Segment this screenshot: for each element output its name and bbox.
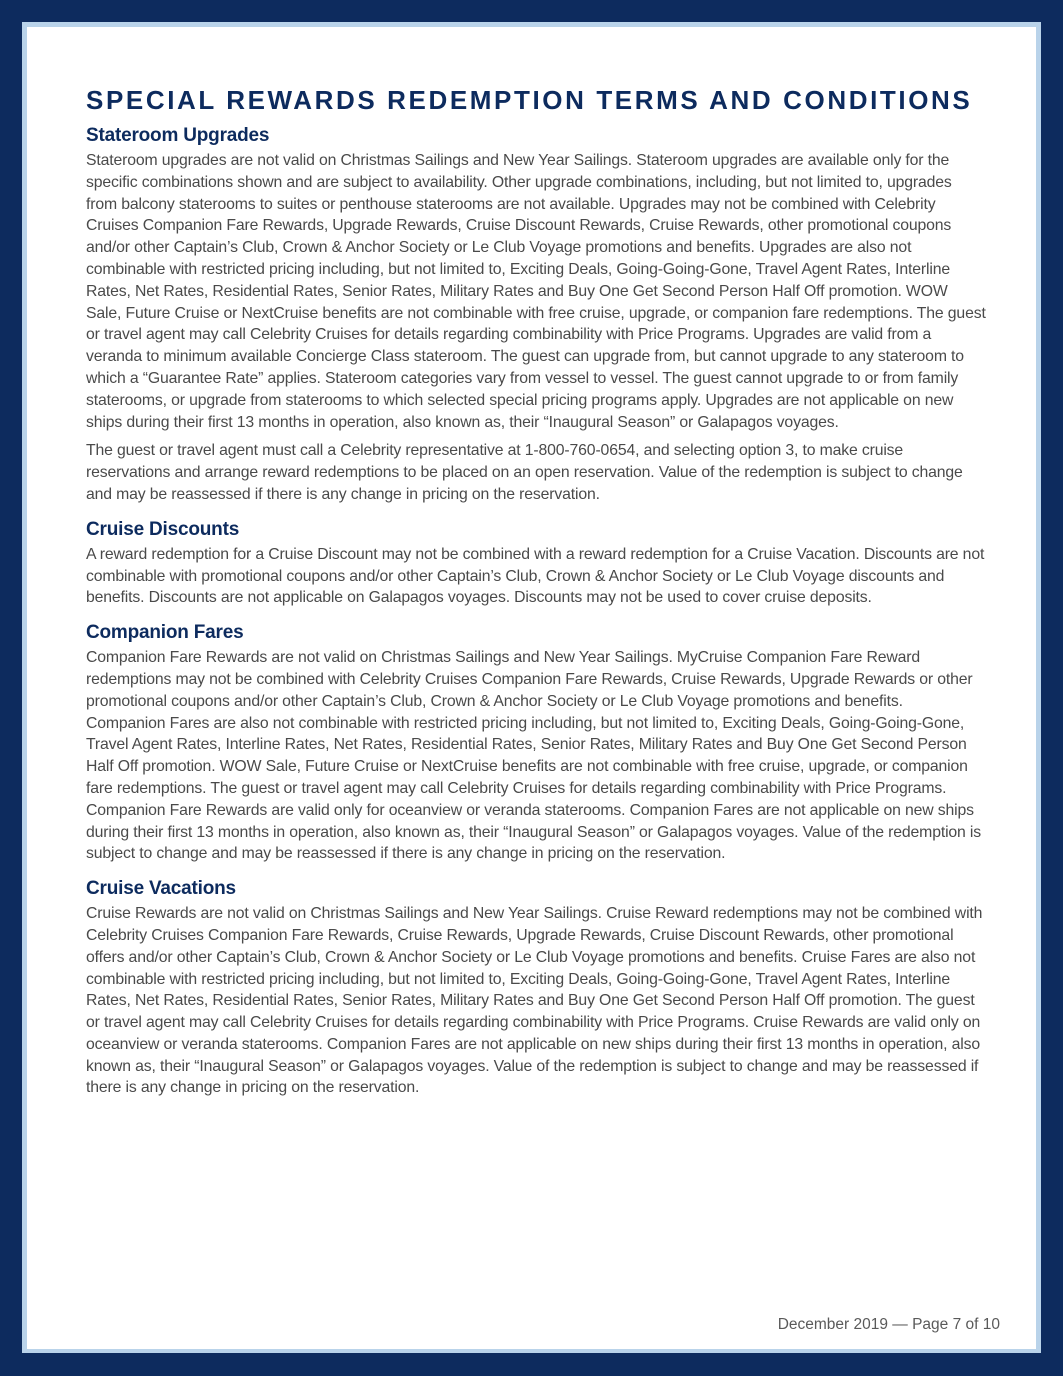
section-stateroom-upgrades xyxy=(86,125,986,506)
section-paragraph: A reward redemption for a Cruise Discount may not be combined with a reward redemption for a Cruise Vacation. Discounts are not combinable with promotional coupons and/or other Captain’s Club, Crown & Anchor Society or Le Club Voyage discounts and benefits. Discounts are not applicable on Galapagos voyages. Discounts may not be used to cover cruise deposits. xyxy=(86,545,985,607)
section-heading: Cruise Vacations xyxy=(86,878,236,900)
section-paragraph: Companion Fare Rewards are not valid on Christmas Sailings and New Year Sailings. MyCruise Companion Fare Reward redemptions may not be combined with Celebrity Cruises Companion Fare Rewards, Cruise Rewards, Upgrade Rewards or other promotional coupons and/or other Captain’s Club, Crown & Anchor Society or Le Club Voyage promotions and benefits. Companion Fares are also not combinable with restricted pricing including, but not limited to, Exciting Deals, Going-Going-Gone, Travel Agent Rates, Interline Rates, Net Rates, Residential Rates, Senior Rates, Military Rates and Buy One Get Second Person Half Off promotion. WOW Sale, Future Cruise or NextCruise benefits are not combinable with free cruise, upgrade, or companion fare redemptions. The guest or travel agent may call Celebrity Cruises for details regarding combinability with Price Programs. Companion Fare Rewards are valid only for oceanview or veranda staterooms. Companion Fares are not applicable on new ships during their first 13 months in operation, also known as, their “Inaugural Season” or Galapagos voyages. Value of the redemption is subject to change and may be reassessed if there is any change in pricing on the reservation. xyxy=(86,649,982,863)
section-heading: Stateroom Upgrades xyxy=(86,125,270,146)
section-paragraph: The guest or travel agent must call a Celebrity representative at 1-800-760-0654, and selecting option 3, to make cruise reservations and arrange reward redemptions to be placed on an open reservation. Value of the redemption is subject to change and may be reassessed if there is any change in pricing on the reservation. xyxy=(86,442,963,503)
page xyxy=(27,27,1036,1349)
section-heading: Cruise Discounts xyxy=(86,518,240,540)
section-paragraph: Stateroom upgrades are not valid on Christmas Sailings and New Year Sailings. Stateroom upgrades are available only for the specific combinations shown and are subject to availability. Other upgrade combinations, including, but not limited to, upgrades from balcony staterooms to suites or penthouse staterooms are not available. Upgrades may not be combined with Celebrity Cruises Companion Fare Rewards, Upgrade Rewards, Cruise Discount Rewards, Cruise Rewards, other promotional coupons and/or other Captain’s Club, Crown & Anchor Society or Le Club Voyage promotions and benefits. Upgrades are also not combinable with restricted pricing including, but not limited to, Exciting Deals, Going-Going-Gone, Travel Agent Rates, Interline Rates, Net Rates, Residential Rates, Senior Rates, Military Rates and Buy One Get Second Person Half Off promotion. WOW Sale, Future Cruise or NextCruise benefits are not combinable with free cruise, upgrade, or companion fare redemptions. The guest or travel agent may call Celebrity Cruises for details regarding combinability with Price Programs. Upgrades are valid from a veranda to minimum available Concierge Class stateroom. The guest can upgrade from, but cannot upgrade to any stateroom to which a “Guarantee Rate” applies. Stateroom categories vary from vessel to vessel. The guest cannot upgrade to or from family staterooms, or upgrade from staterooms to which selected special pricing programs apply. Upgrades are not applicable on new ships during their first 13 months in operation, also known as, their “Inaugural Season” or Galapagos voyages. xyxy=(86,152,986,431)
section-companion-fares xyxy=(86,622,986,865)
page-footer: December 2019 — Page 7 of 10 xyxy=(777,1316,1000,1333)
section-heading: Companion Fares xyxy=(86,622,244,644)
document-body xyxy=(86,85,986,1112)
section-paragraph: Cruise Rewards are not valid on Christmas Sailings and New Year Sailings. Cruise Reward redemptions may not be combined with Celebrity Cruises Companion Fare Rewards, Cruise Rewards, Upgrade Rewards, Cruise Discount Rewards, other promotional offers and/or other Captain’s Club, Crown & Anchor Society or Le Club Voyage promotions and benefits. Cruise Fares are also not combinable with restricted pricing including, but not limited to, Exciting Deals, Going-Going-Gone, Travel Agent Rates, Interline Rates, Net Rates, Residential Rates, Senior Rates, Military Rates and Buy One Get Second Person Half Off promotion. The guest or travel agent may call Celebrity Cruises for details regarding combinability with Price Programs. Cruise Rewards are valid only on oceanview or veranda staterooms. Companion Fares are not applicable on new ships during their first 13 months in operation, also known as, their “Inaugural Season” or Galapagos voyages. Value of the redemption is subject to change and may be reassessed if there is any change in pricing on the reservation. xyxy=(86,905,983,1097)
section-cruise-discounts xyxy=(86,519,986,609)
section-cruise-vacations xyxy=(86,878,986,1099)
page-title: SPECIAL REWARDS REDEMPTION TERMS AND CONDITIONS xyxy=(86,85,973,115)
